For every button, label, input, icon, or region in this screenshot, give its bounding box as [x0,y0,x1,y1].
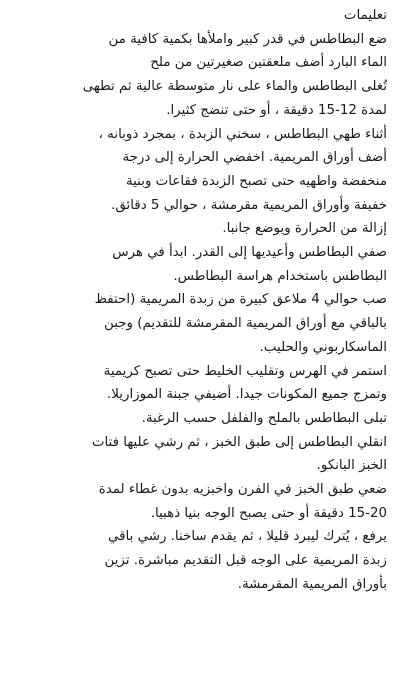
instruction-step-5: صب حوالي 4 ملاعق كبيرة من زبدة المريمية (احتفظ بالباقي مع أوراق المريمية المقرمشة للتقديم) وجبن الماسكاربوني والحليب. [94,292,387,355]
instruction-step-6: استمر في الهرس وتقليب الخليط حتى تصبح كريمية وتمزج جميع المكونات جيدا. أضيفي جبنة الموزاريلا. تبلى البطاطس بالملح والفلفل حسب الرغبة. [103,363,387,426]
instruction-step-4: صفي البطاطس وأعيديها إلى القدر. ابدأ في هرس البطاطس باستخدام هراسة البطاطس. [112,245,387,284]
instruction-step-8: ضعي طبق الخبز في الفرن واخبزيه بدون غطاء لمدة 15-20 دقيقة أو حتى يصبح الوجه بنيا ذهبيا. [98,482,387,521]
instruction-step-3: أثناء طهي البطاطس ، سخني الزبدة ، بمجرد ذوبانه ، أضف أوراق المريمية. اخفضي الحرارة إلى درجة منخفضة واطهيه حتى تصبح الزبدة فقاعات وبنية خفيفة وأوراق المريمية مقرمشة ، حوالي 5 دقائق. إزالة من الحرارة ويوضع جانبا. [98,126,387,237]
instructions-heading: تعليمات [343,8,387,23]
instruction-step-7: انقلي البطاطس إلى طبق الخبز ، ثم رشي عليها فتات الخبز البانكو. [91,434,387,474]
instruction-step-1: ضع البطاطس في قدر كبير واملأها بكمية كافية من الماء البارد أضف ملعقتين صغيرتين من ملح [108,31,387,71]
instruction-step-9: يرفع ، يُترك ليبرد قليلا ، ثم يقدم ساخنا. رشي باقي زبدة المريمية على الوجه قبل التقديم مباشرة. تزين بأوراق المريمية المقرمشة. [104,529,387,592]
instruction-step-2: تُغلى البطاطس والماء على نار متوسطة عالية ثم تطهى لمدة 12-15 دقيقة ، أو حتى تنضج كثيرا. [82,79,387,118]
